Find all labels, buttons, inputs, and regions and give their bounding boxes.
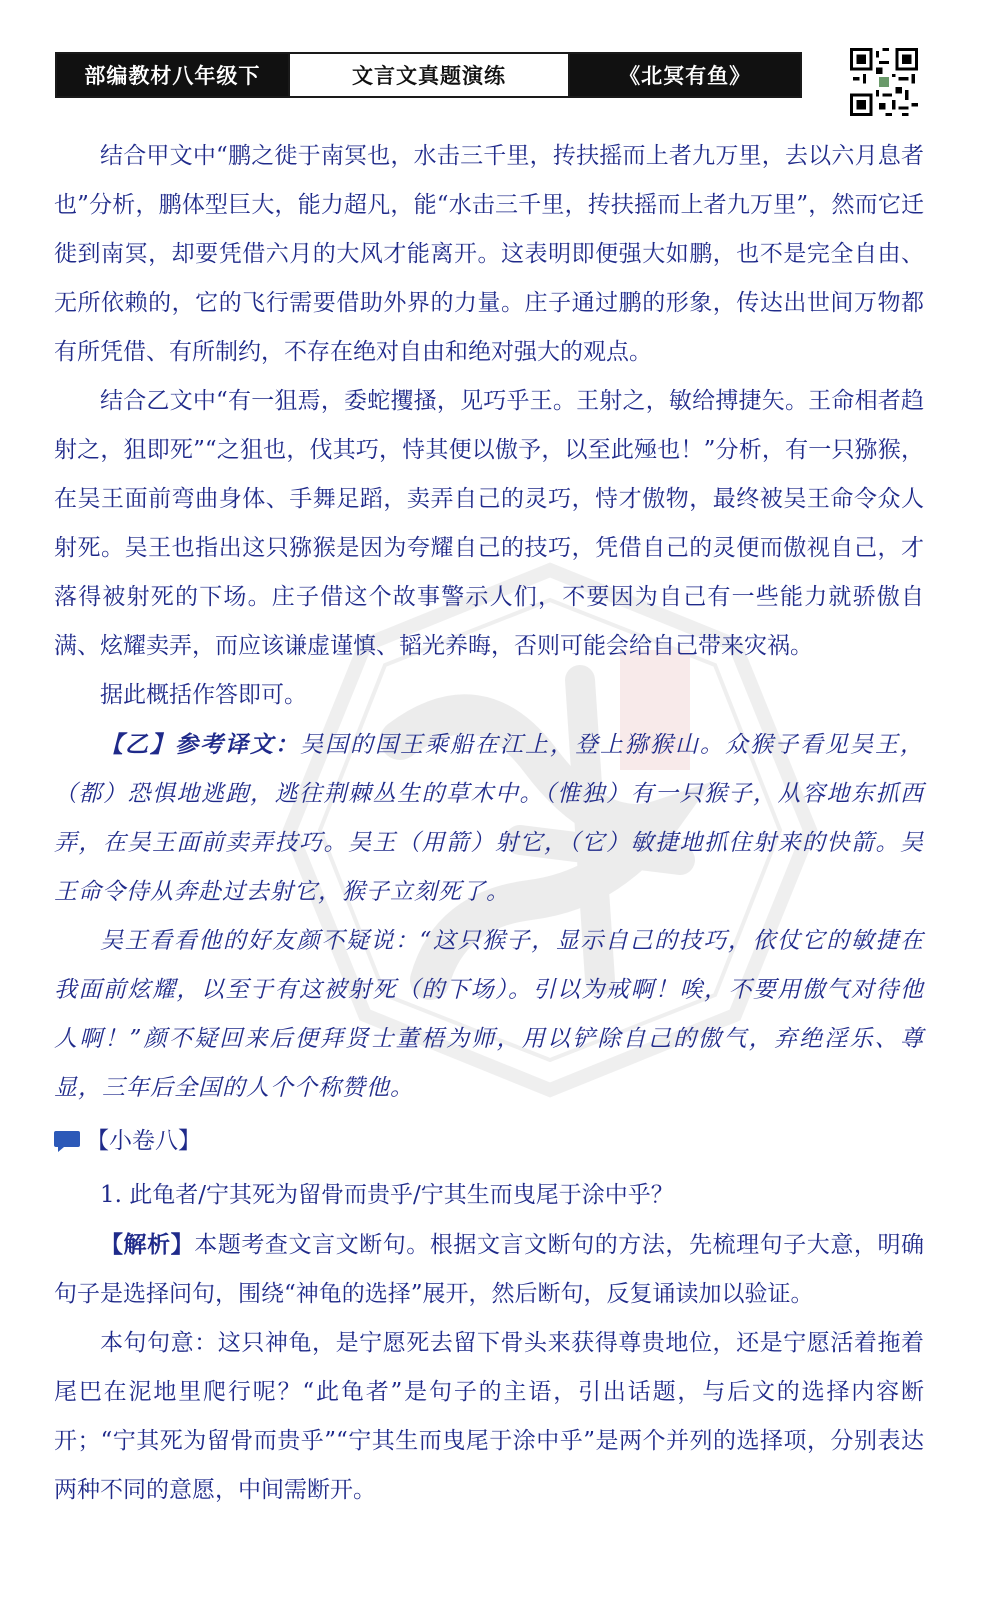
document-body — [54, 132, 924, 1515]
paragraph-yi-analysis: 结合乙文中“有一狙焉，委蛇攫搔，见巧乎王。王射之，敏给搏捷矢。王命相者趋射之，狙即死”“之狙也，伐其巧，恃其便以傲予，以至此殛也！”分析，有一只猕猴，在吴王面前弯曲身体、手舞足蹈，卖弄自己的灵巧，恃才傲物，最终被吴王命令众人射死。吴王也指出这只猕猴是因为夸耀自己的技巧，凭借自己的灵便而傲视自己，才落得被射死的下场。庄子借这个故事警示人们，不要因为自己有一些能力就骄傲自满、炫耀卖弄，而应该谦虚谨慎、韬光养晦，否则可能会给自己带来灾祸。 — [54, 388, 924, 659]
section-heading — [54, 1115, 924, 1167]
qr-code-icon[interactable] — [850, 48, 918, 116]
translation-text-1: 吴国的国王乘船在江上，登上猕猴山。众猴子看见吴王，（都）恐惧地逃跑，逃往荆棘丛生的草木中。（惟独）有一只猴子，从容地东抓西弄，在吴王面前卖弄技巧。吴王（用箭）射它，（它）敏捷地抓住射来的快箭。吴王命令侍从奔赴过去射它，猴子立刻死了。 — [54, 732, 924, 905]
translation-paragraph-1 — [54, 720, 924, 917]
analysis-text: 本题考查文言文断句。根据文言文断句的方法，先梳理句子大意，明确句子是选择问句，围绕“神龟的选择”展开，然后断句，反复诵读加以验证。 — [54, 1232, 925, 1307]
analysis-paragraph — [54, 1220, 924, 1319]
chat-bubble-icon — [54, 1129, 82, 1153]
paragraph-jia-analysis: 结合甲文中“鹏之徙于南冥也，水击三千里，抟扶摇而上者九万里，去以六月息者也”分析，鹏体型巨大，能力超凡，能“水击三千里，抟扶摇而上者九万里”，然而它迁徙到南冥，却要凭借六月的大风才能离开。这表明即便强大如鹏，也不是完全自由、无所依赖的，它的飞行需要借助外界的力量。庄子通过鹏的形象，传达出世间万物都有所凭借、有所制约，不存在绝对自由和绝对强大的观点。 — [54, 143, 924, 365]
header-grade-label: 部编教材八年级下 — [57, 54, 288, 96]
header-lesson-title: 《北冥有鱼》 — [570, 54, 800, 96]
paragraph-summary: 据此概括作答即可。 — [100, 682, 307, 708]
translation-paragraph-2: 吴王看看他的好友颜不疑说：“这只猴子，显示自己的技巧，依仗它的敏捷在我面前炫耀，以至于有这被射死（的下场）。引以为戒啊！唉，不要用傲气对待他人啊！”颜不疑回来后便拜贤士董梧为师，用以铲除自己的傲气，弃绝淫乐、尊显，三年后全国的人个个称赞他。 — [54, 928, 924, 1101]
question-1: 1. 此龟者/宁其死为留骨而贵乎/宁其生而曳尾于涂中乎？ — [100, 1182, 674, 1208]
analysis-tag: 【解析】 — [100, 1231, 195, 1258]
translation-tag: 【乙】参考译文： — [100, 731, 300, 758]
header-bar — [55, 52, 802, 98]
section-title: 【小卷八】 — [86, 1127, 201, 1154]
sentence-meaning-paragraph: 本句句意：这只神龟，是宁愿死去留下骨头来获得尊贵地位，还是宁愿活着拖着尾巴在泥地里爬行呢？“此龟者”是句子的主语，引出话题，与后文的选择内容断开；“宁其死为留骨而贵乎”“宁其生而曳尾于涂中乎”是两个并列的选择项，分别表达两种不同的意愿，中间需断开。 — [54, 1330, 924, 1503]
header-section-title: 文言文真题演练 — [288, 54, 571, 96]
